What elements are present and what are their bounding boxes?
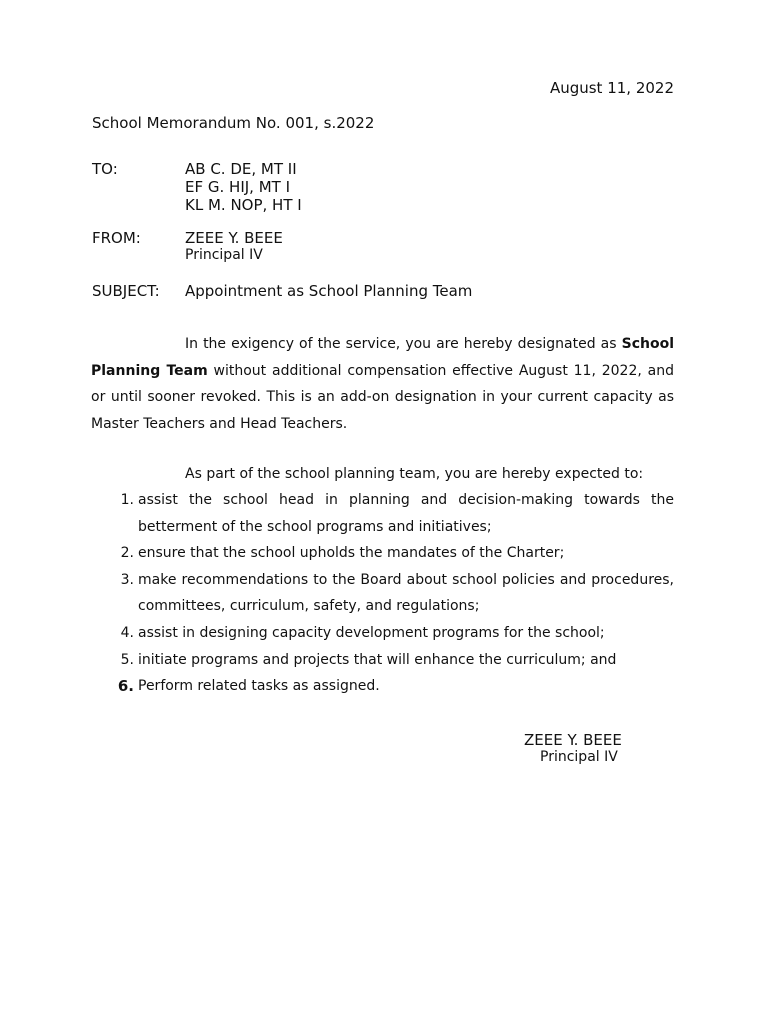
list-number: 4. [120, 624, 134, 641]
list-intro: As part of the school planning team, you are hereby expected to: [185, 466, 644, 482]
memo-number: School Memorandum No. 001, s.2022 [92, 114, 375, 132]
to-recipient: EF G. HIJ, MT I [185, 178, 290, 196]
list-item [108, 647, 674, 674]
body-paragraph [91, 331, 674, 438]
signature-title: Principal IV [540, 749, 618, 765]
from-name: ZEEE Y. BEEE [185, 229, 283, 247]
list-item [108, 567, 674, 620]
body-bold-designation: School Planning Team [91, 336, 674, 379]
body-text-part2: without additional compensation effective August 11, 2022, and or until sooner revoked. This is an add-on designation in your current capacity as Master Teachers and Head Teachers. [91, 362, 674, 433]
list-text: ensure that the school upholds the mandates of the Charter; [138, 545, 565, 562]
to-label: TO: [92, 160, 118, 178]
list-text: make recommendations to the Board about school policies and procedures, committees, curriculum, safety, and regulations; [138, 571, 674, 615]
subject-text: Appointment as School Planning Team [185, 282, 473, 300]
subject-label: SUBJECT: [92, 282, 160, 300]
to-recipient: AB C. DE, MT II [185, 160, 297, 178]
list-number: 2. [120, 545, 134, 562]
list-text: assist in designing capacity development programs for the school; [138, 624, 605, 641]
from-title: Principal IV [185, 247, 263, 263]
list-number: 5. [120, 651, 134, 668]
list-text: Perform related tasks as assigned. [138, 678, 380, 695]
to-recipient: KL M. NOP, HT I [185, 196, 302, 214]
list-item [108, 487, 674, 540]
list-item [108, 673, 674, 700]
signature-name: ZEEE Y. BEEE [524, 731, 622, 749]
body-text-part1: In the exigency of the service, you are hereby designated as [185, 336, 622, 352]
list-item [108, 540, 674, 567]
memo-date: August 11, 2022 [549, 79, 674, 97]
list-number: 3. [120, 571, 134, 588]
list-text: initiate programs and projects that will enhance the curriculum; and [138, 651, 617, 668]
list-item [108, 620, 674, 647]
list-number: 6. [117, 677, 134, 696]
from-label: FROM: [92, 229, 141, 247]
list-text: assist the school head in planning and decision-making towards the betterment of the school programs and initiatives; [138, 492, 674, 535]
duties-list [108, 487, 674, 700]
list-number: 1. [120, 492, 134, 508]
